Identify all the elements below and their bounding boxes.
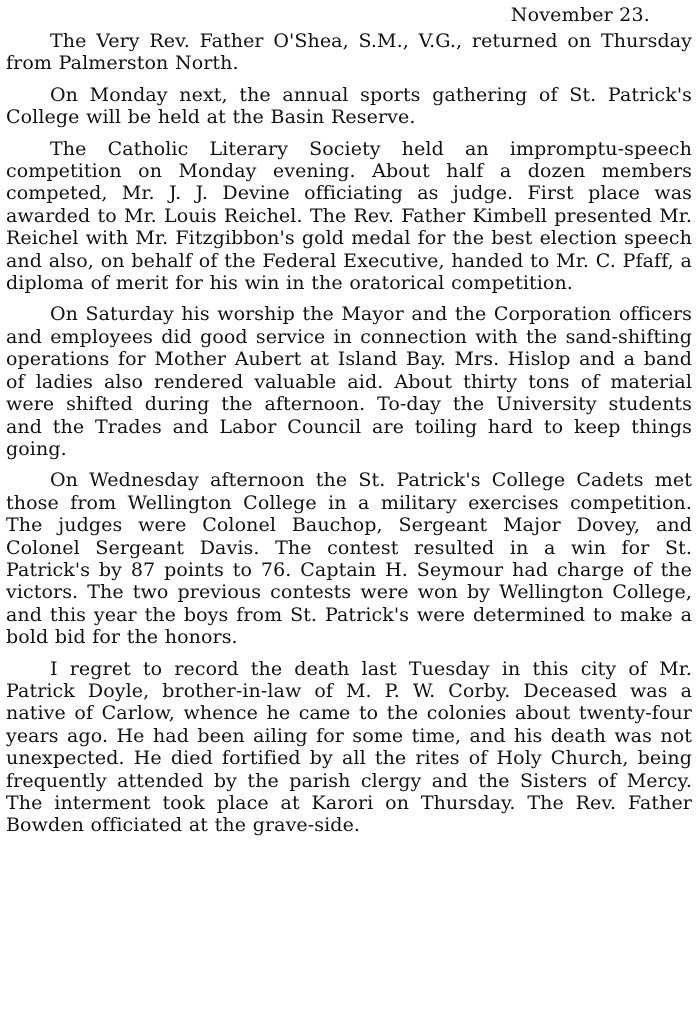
paragraph-sand-shifting: On Saturday his worship the Mayor and the Corporation officers and employees did good service in connection with the sand-shifting operations for Mother Aubert at Island Bay. Mrs. Hislop and a band of ladies also rendered valuable aid. About thirty tons of material were shifted during the afternoon. To-day the University students and the Trades and Labor Council are toiling hard to keep things going. (6, 303, 692, 460)
paragraph-father-oshea: The Very Rev. Father O'Shea, S.M., V.G., returned on Thursday from Palmerston North. (6, 30, 692, 75)
paragraph-obituary: I regret to record the death last Tuesday in this city of Mr. Patrick Doyle, brother-in-law of M. P. W. Corby. Deceased was a native of Carlow, whence he came to the colonies about twenty-four years ago. He had been ailing for some time, and his death was not unexpected. He died fortified by all the rites of Holy Church, being frequently attended by the parish clergy and the Sisters of Mercy. The interment took place at Karori on Thursday. The Rev. Father Bowden officiated at the grave-side. (6, 657, 692, 837)
paragraph-cadets-competition: On Wednesday afternoon the St. Patrick's College Cadets met those from Wellington College in a military exercises competition. The judges were Colonel Bauchop, Sergeant Major Dovey, and Colonel Sergeant Davis. The contest resulted in a win for St. Patrick's by 87 points to 76. Captain H. Seymour had charge of the victors. The two previous contests were won by Wellington College, and this year the boys from St. Patrick's were determined to make a bold bid for the honors. (6, 469, 692, 649)
dateline: November 23. (510, 4, 650, 26)
paragraph-literary-society: The Catholic Literary Society held an impromptu-speech competition on Monday evening. About half a dozen members competed, Mr. J. J. Devine officiating as judge. First place was awarded to Mr. Louis Reichel. The Rev. Father Kimbell presented Mr. Reichel with Mr. Fitzgibbon's gold medal for the best election speech and also, on behalf of the Federal Executive, handed to Mr. C. Pfaff, a diploma of merit for his win in the oratorical competition. (6, 137, 692, 295)
paragraph-sports-gathering: On Monday next, the annual sports gathering of St. Patrick's College will be held at the Basin Reserve. (6, 83, 692, 129)
